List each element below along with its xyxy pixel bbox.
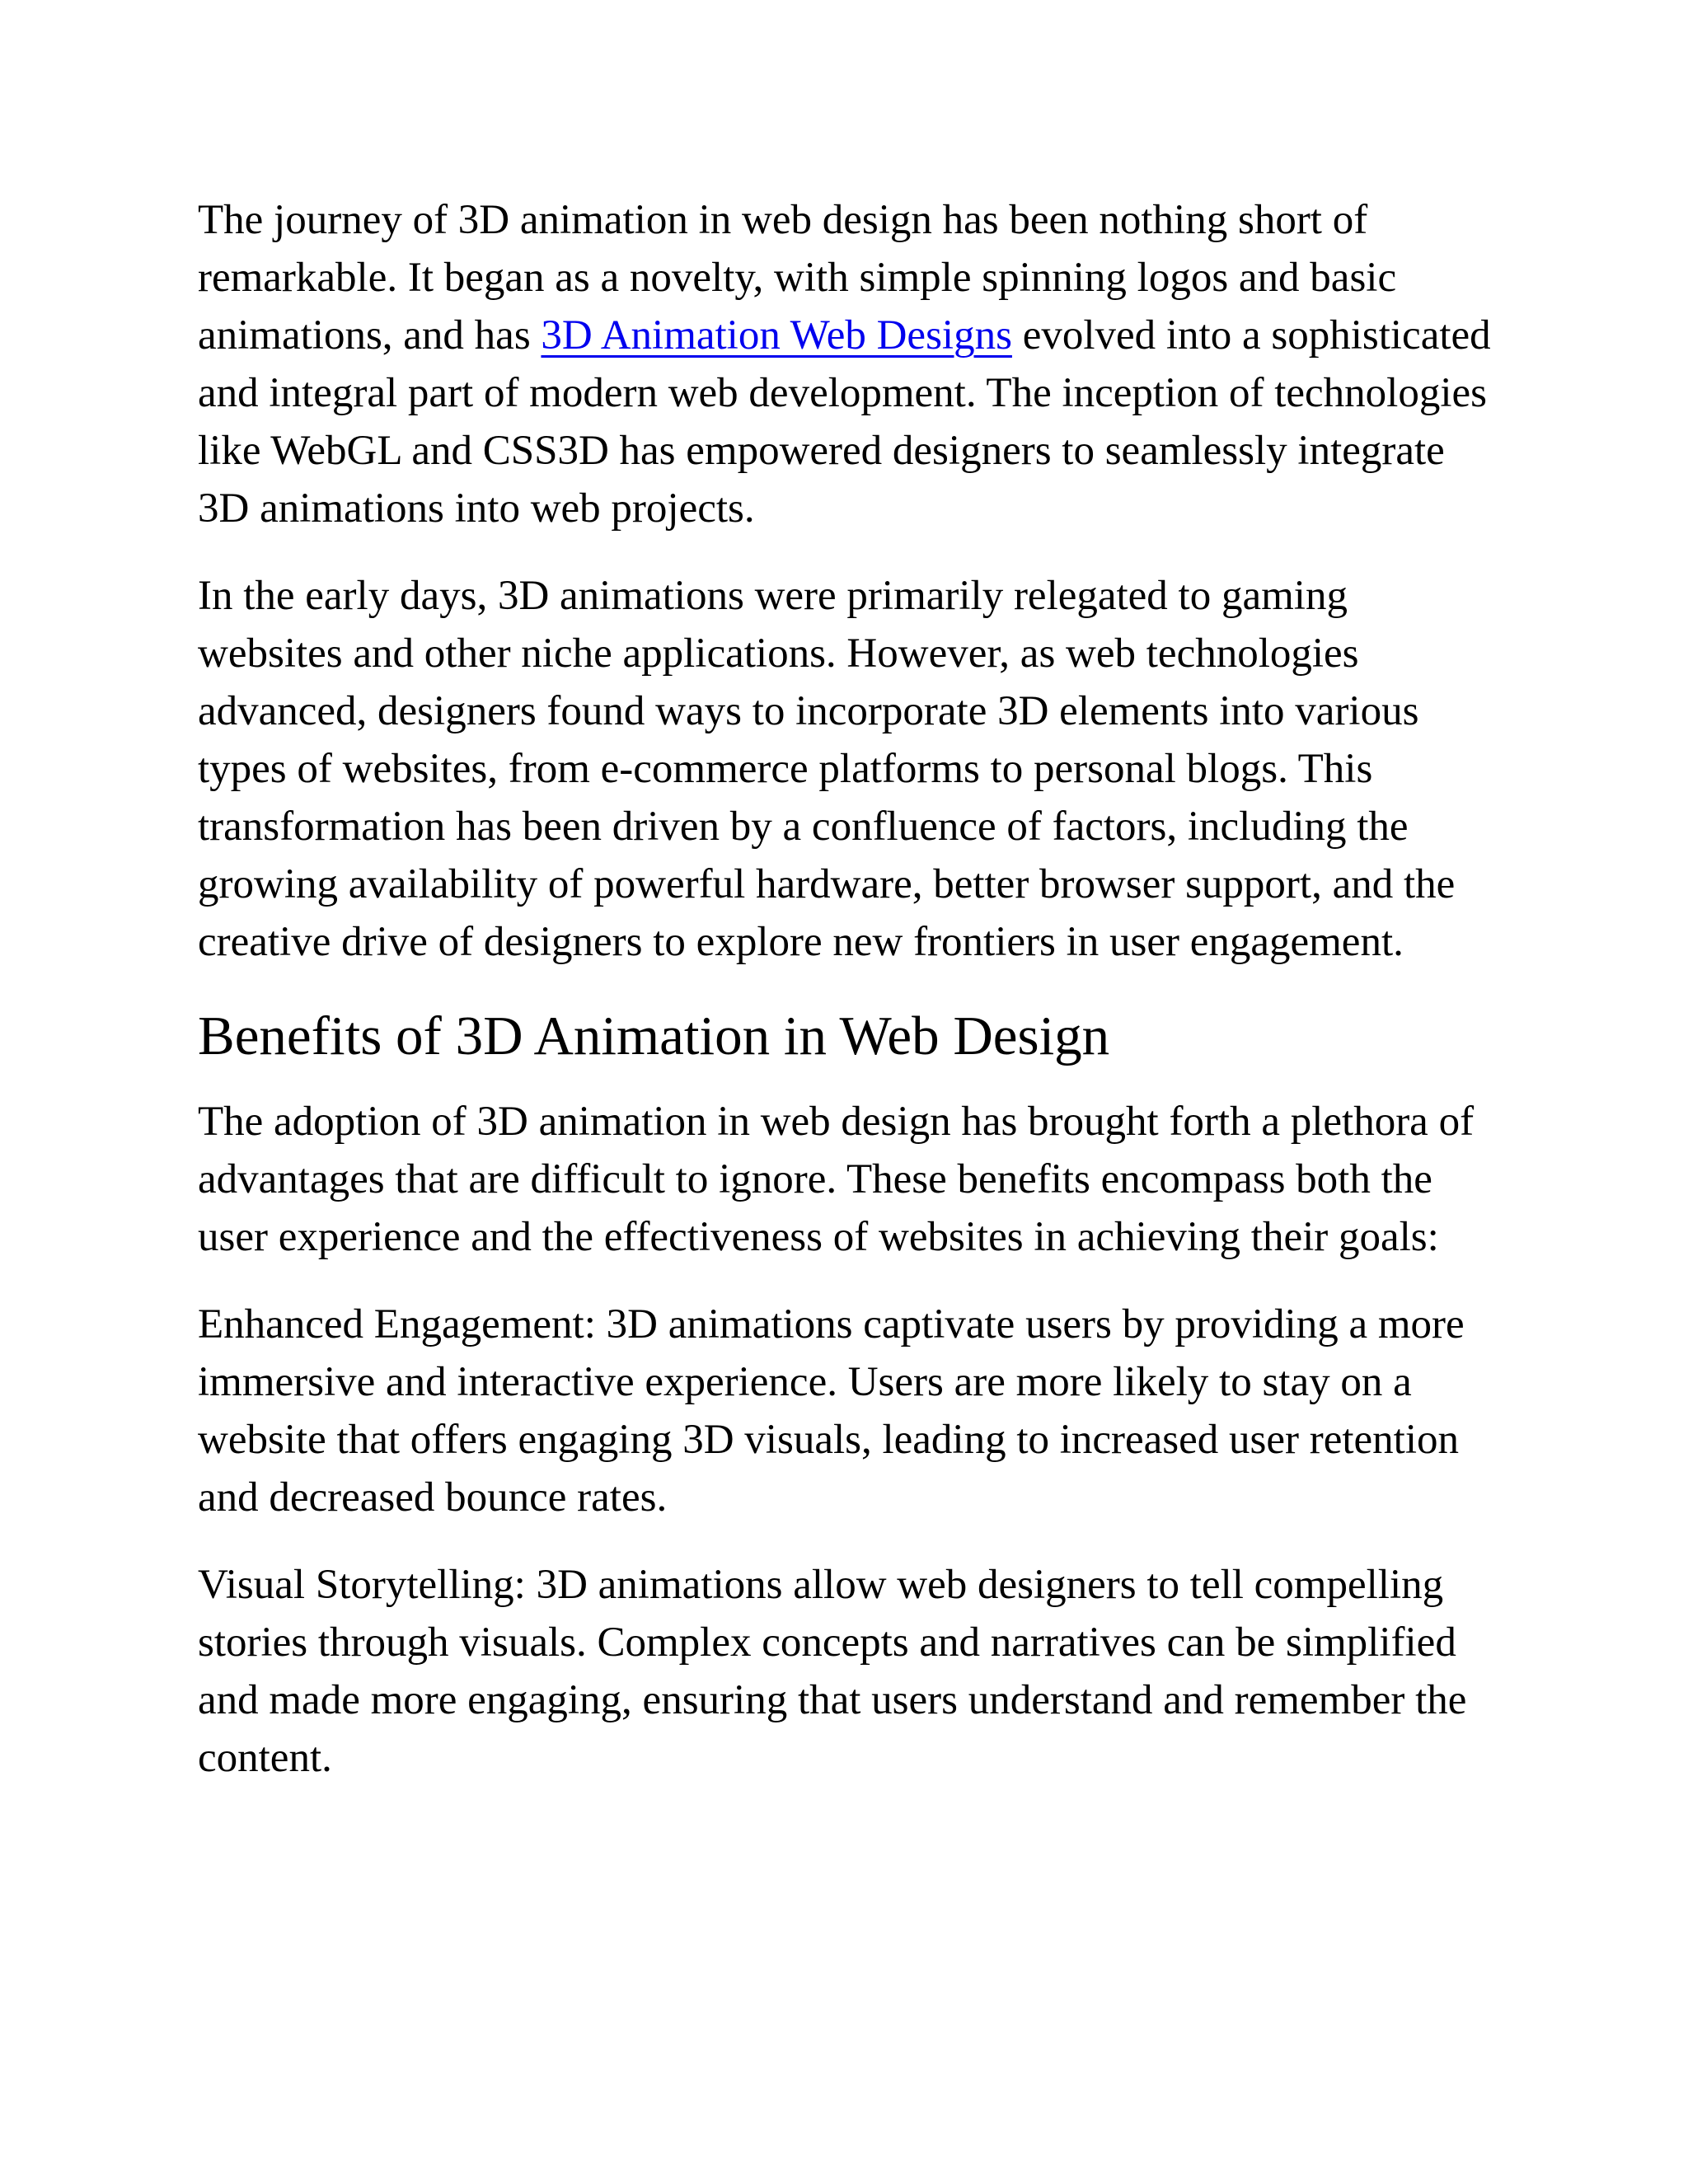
document-body [198,191,1500,1816]
paragraph-early-days: In the early days, 3D animations were primarily relegated to gaming websites and other niche applications. However, as web technologies advanced, designers found ways to incorporate 3D elements into various types of websites, from e-commerce platforms to personal blogs. This transformation has been driven by a confluence of factors, including the growing availability of powerful hardware, better browser support, and the creative drive of designers to explore new frontiers in user engagement. [198,573,1456,965]
paragraph-benefits-intro: The adoption of 3D animation in web design has brought forth a plethora of advantages that are difficult to ignore. These benefits encompass both the user experience and the effectiveness of websites in achieving their goals: [198,1099,1475,1260]
link-3d-animation-web-designs[interactable]: 3D Animation Web Designs [541,312,1012,359]
paragraph-enhanced-engagement: Enhanced Engagement: 3D animations captivate users by providing a more immersive and interactive experience. Users are more likely to stay on a website that offers engaging 3D visuals, leading to increased user retention and decreased bounce rates. [198,1301,1465,1521]
section-heading-benefits: Benefits of 3D Animation in Web Design [198,1005,1110,1066]
paragraph-visual-storytelling: Visual Storytelling: 3D animations allow web designers to tell compelling stories through visuals. Complex concepts and narratives can be simplified and made more engaging, ensuring that users understand and remember the content. [198,1562,1467,1781]
paragraph-intro-text-after-link: evolved into a sophisticated and integral part of modern web development. The inception of technologies like WebGL and CSS3D has empowered designers to seamlessly integrate 3D animations into web projects. [198,312,1491,532]
paragraph-intro-text-before-link: The journey of 3D animation in web design has been nothing short of remarkable. It began as a novelty, with simple spinning logos and basic animations, and has [198,197,1397,359]
paragraph-intro [198,191,1500,537]
